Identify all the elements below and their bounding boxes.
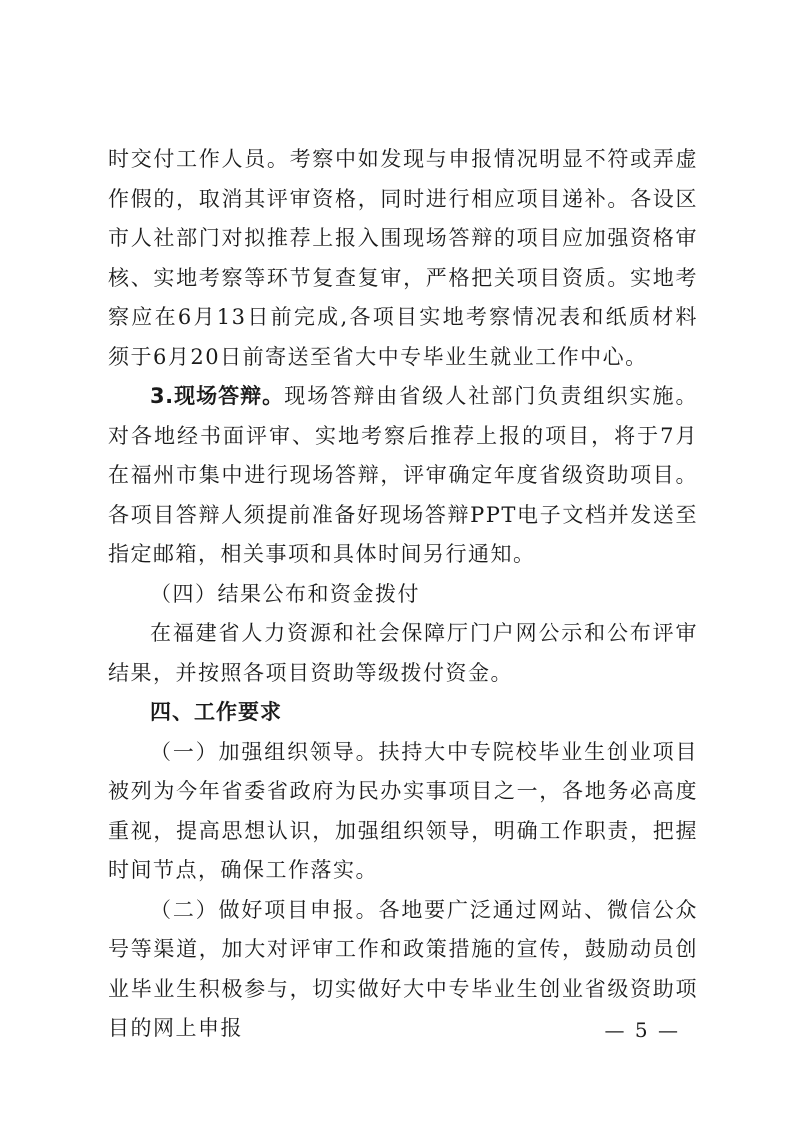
document-body [108,140,698,1049]
paragraph-site-inspection: 时交付工作人员。考察中如发现与申报情况明显不符或弄虚作假的，取消其评审资格，同时进行相应项目递补。各设区市人社部门对拟推荐上报入围现场答辩的项目应加强资格审核、实地考察等环节复查复审，严格把关项目资质。实地考察应在6月13日前完成,各项目实地考察情况表和纸质材料须于6月20日前寄送至省大中专毕业生就业工作中心。 [108,147,698,369]
project-application-lead: （二）做好项目申报。 [150,897,379,922]
subheading-results-funding: （四）结果公布和资金拨付 [150,581,420,606]
organization-leadership-body: 扶持大中专院校毕业生创业项目被列为今年省委省政府为民办实事项目之一，各地务必高度重视，提高思想认识，加强组织领导，明确工作职责，把握时间节点，确保工作落实。 [108,739,699,882]
paragraph-results-publication: 在福建省人力资源和社会保障厅门户网公示和公布评审结果，并按照各项目资助等级拨付资金。 [108,621,698,685]
paragraph-organization-leadership [108,733,698,891]
onsite-defense-lead: 3.现场答辩。 [150,384,285,408]
onsite-defense-body: 现场答辩由省级人社部门负责组织实施。对各地经书面评审、实地考察后推荐上报的项目，将于7月在福州市集中进行现场答辩，评审确定年度省级资助项目。各项目答辩人须提前准备好现场答辩PPT电子文档并发送至指定邮箱，相关事项和具体时间另行通知。 [108,384,699,566]
heading-work-requirements: 四、工作要求 [150,700,282,724]
project-application-body: 各地要广泛通过网站、微信公众号等渠道，加大对评审工作和政策措施的宣传，鼓励动员创业毕业生积极参与，切实做好大中专毕业生创业省级资助项目的网上申报 [108,897,699,1040]
page-number: — 5 — [604,1018,680,1042]
organization-leadership-lead: （一）加强组织领导。 [150,739,379,764]
paragraph-onsite-defense [108,377,698,575]
